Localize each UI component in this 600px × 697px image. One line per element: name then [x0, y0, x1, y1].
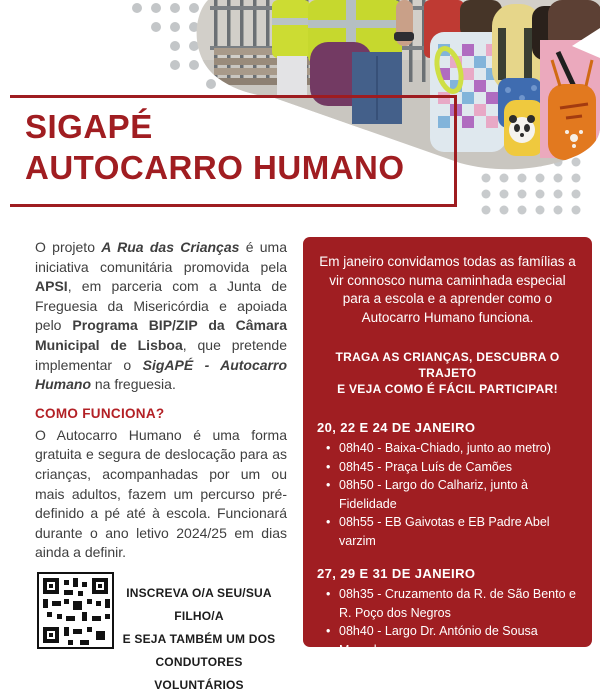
signup-text: [118, 582, 280, 697]
january-info-panel: [303, 237, 592, 657]
schedule-2-stops: [317, 585, 578, 659]
how-it-works-paragraph: O Autocarro Humano é uma forma gratuita e segura de deslocação para as crianças, acompanhadas por um ou mais adultos, fazem um percurso pré-definido a pé até à escola. Funcionará durante o ano letivo 2024/25 em dias ainda a definir.: [35, 426, 287, 561]
how-it-works-heading: COMO FUNCIONA?: [35, 405, 165, 421]
schedule-2-heading: 27, 29 E 31 DE JANEIRO: [317, 566, 476, 581]
intro-paragraph: O projeto A Rua das Crianças é uma iniciativa comunitária promovida pela APSI, em parceria com a Junta de Freguesia da Misericórdia e apoiada pelo Programa BIP/ZIP da Câmara Municipal de Lisboa, que pretende implementar o SigAPÉ - Autocarro Humano na freguesia.: [35, 239, 288, 393]
cta-line-2: E VEJA COMO É FÁCIL PARTICIPAR!: [337, 382, 558, 396]
stop-item: • 08h40 - Baixa-Chiado, junto ao metro): [317, 439, 578, 458]
title-line-2: AUTOCARRO HUMANO: [25, 149, 405, 186]
qr-code-icon: [37, 572, 114, 649]
schedule-1-stops: [317, 439, 578, 550]
cta-text: [317, 349, 578, 397]
panda-backpack: [504, 100, 544, 156]
left-column: [35, 238, 287, 563]
schedule-1-heading: 20, 22 E 24 DE JANEIRO: [317, 420, 476, 435]
stop-item: • 08h55 - EB Gaivotas e EB Padre Abel varzim: [317, 513, 578, 550]
signup-line-1: INSCREVA O/A SEU/SUA FILHO/A: [126, 586, 272, 623]
signup-line-3: CONDUTORES VOLUNTÁRIOS: [154, 655, 244, 692]
panel-intro: Em janeiro convidamos todas as famílias a vir connosco numa caminhada especial para a escola e a aprender como o Autocarro Humano funciona.: [319, 254, 576, 325]
page-title: [25, 106, 405, 188]
cta-line-1: TRAGA AS CRIANÇAS, DESCUBRA O TRAJETO: [335, 350, 560, 380]
signup-line-2: E SEJA TAMBÉM UM DOS: [122, 632, 276, 646]
stop-item: • 08h45 - Praça Luís de Camões: [317, 458, 578, 477]
stop-item: • 08h40 - Largo Dr. António de Sousa Macedo: [317, 622, 578, 659]
stop-item: • 08h50 - Largo do Calhariz, junto à Fidelidade: [317, 476, 578, 513]
title-line-1: SIGAPÉ: [25, 108, 153, 145]
stop-item: • 08h35 - Cruzamento da R. de São Bento e R. Poço dos Negros: [317, 585, 578, 622]
